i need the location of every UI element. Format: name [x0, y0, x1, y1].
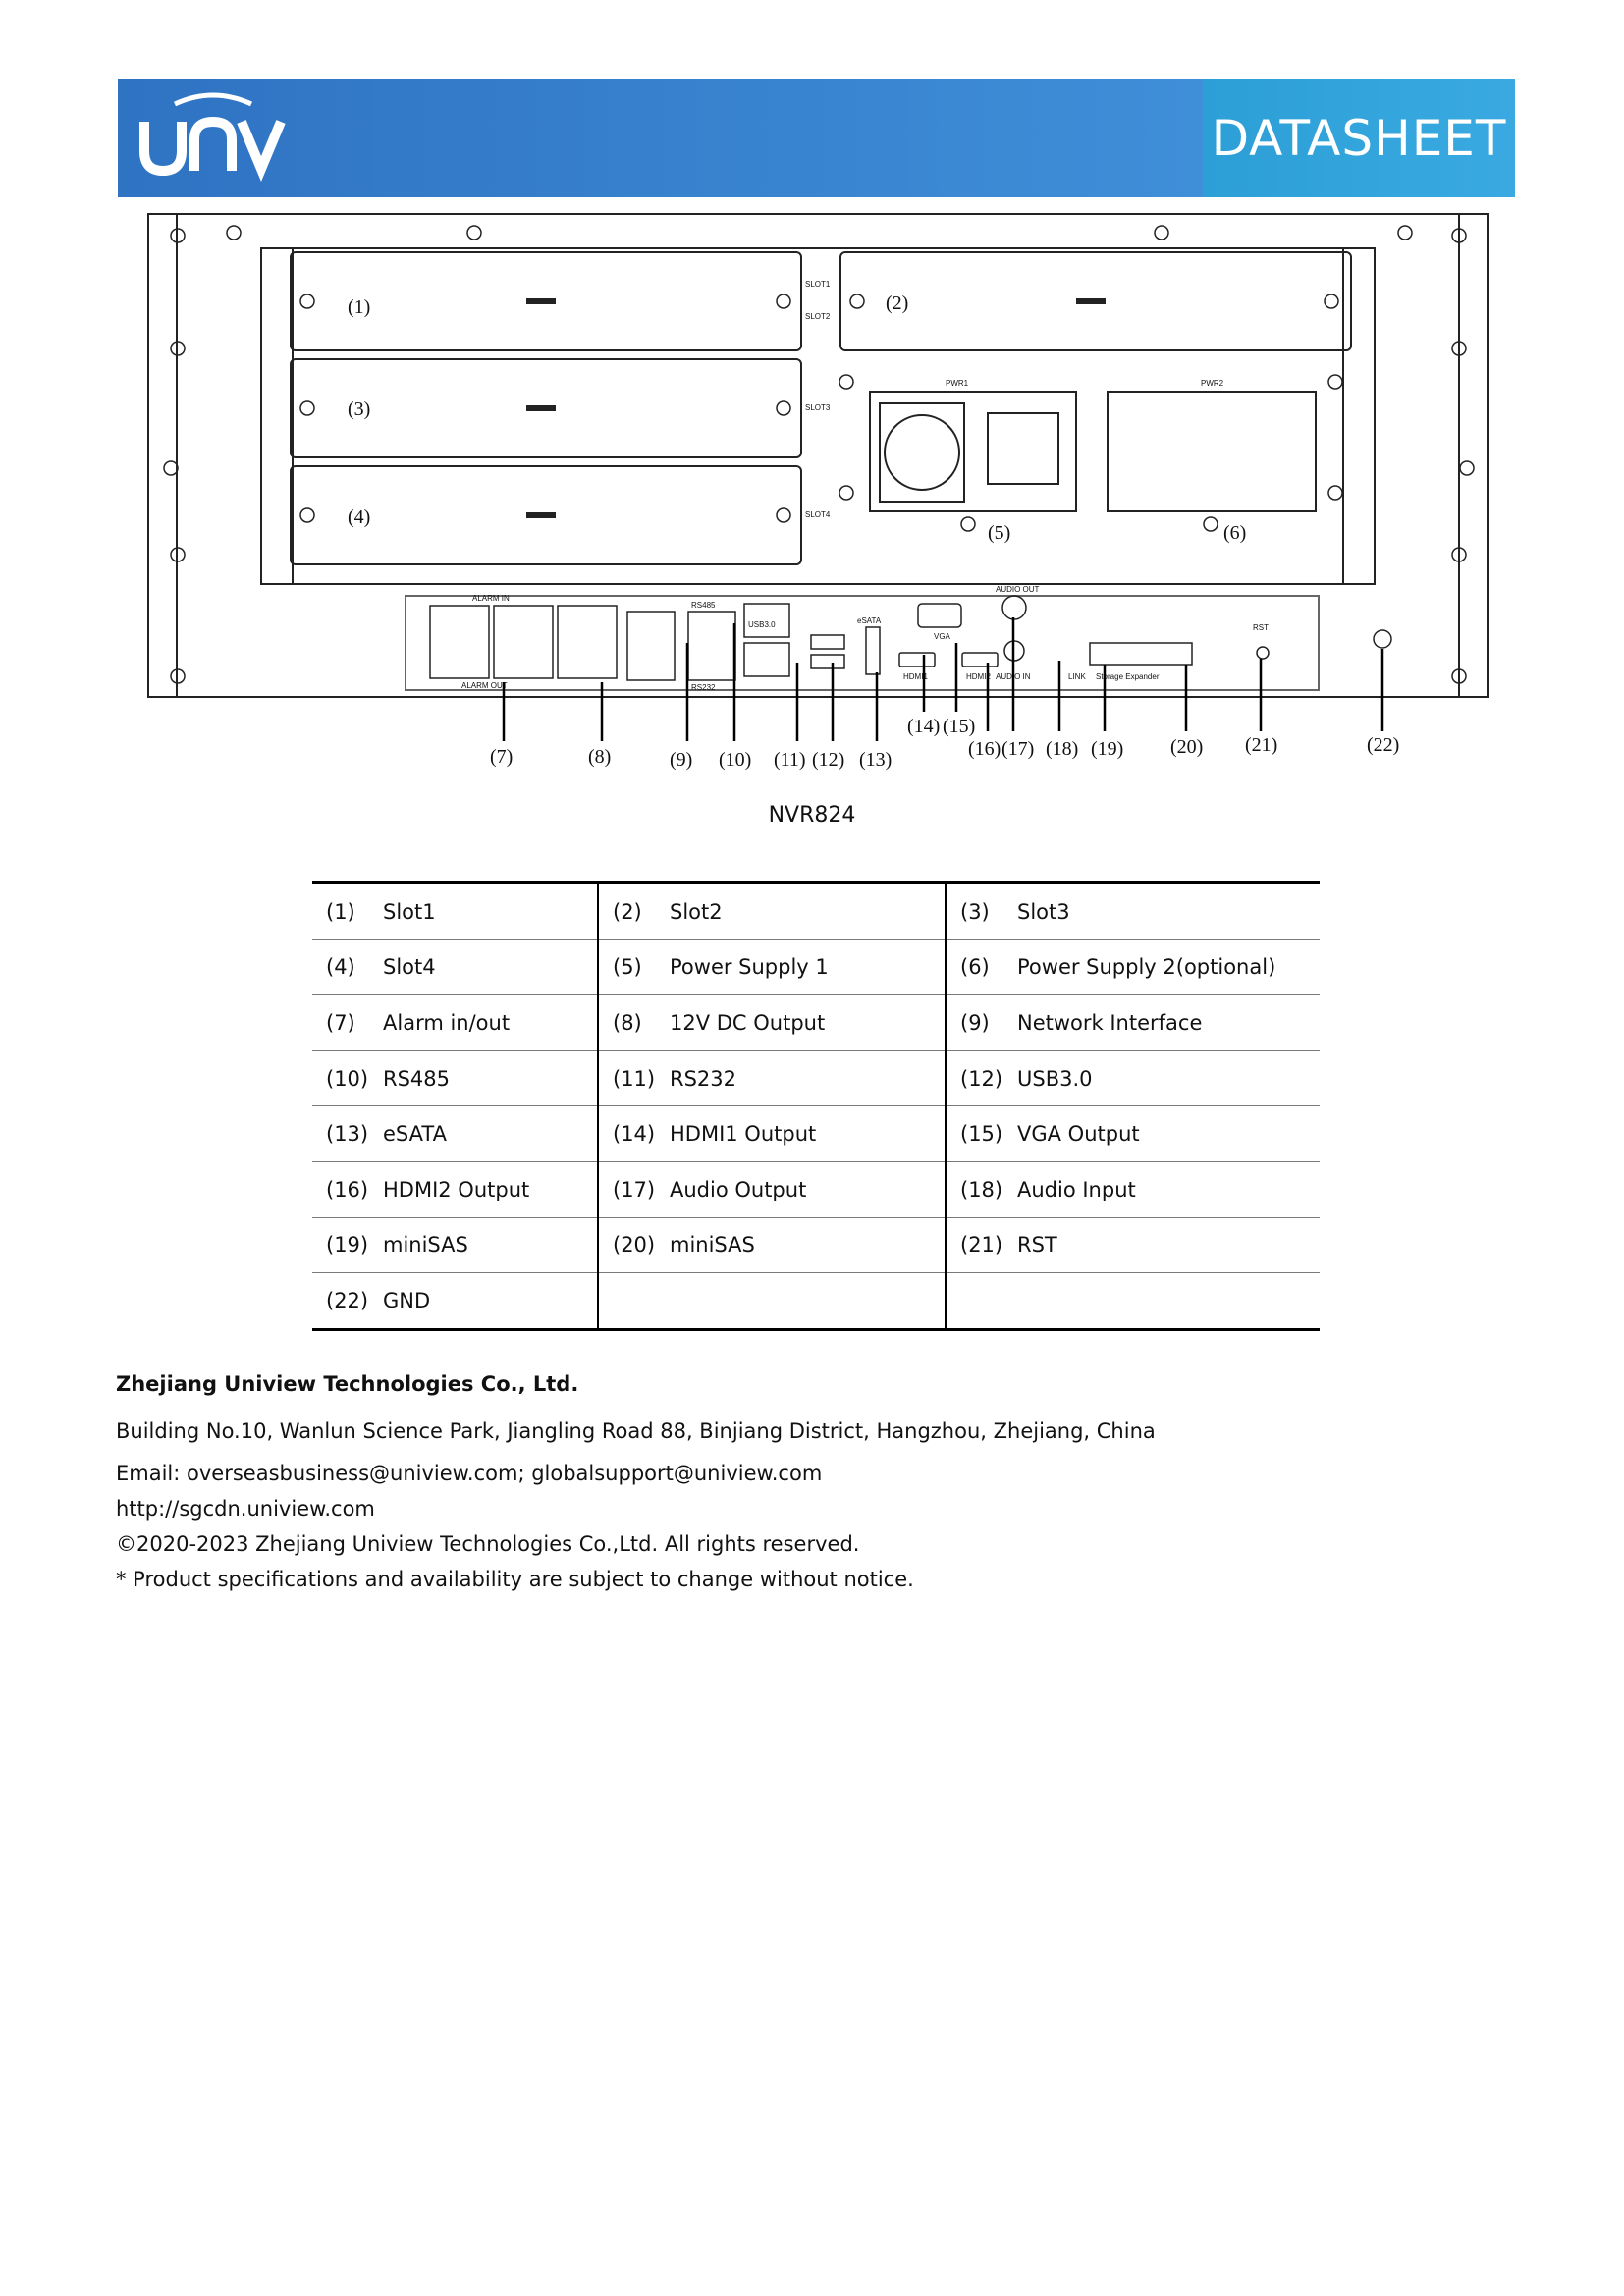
table-row [312, 1273, 1320, 1330]
table-cell [946, 1273, 1320, 1330]
header-banner [118, 79, 1515, 197]
table-row [312, 1161, 1320, 1217]
table-cell: (22) GND [326, 1288, 431, 1312]
callout-7: (7) [490, 746, 514, 768]
table-cell: (17) Audio Output [598, 1161, 946, 1217]
table-cell: (11) RS232 [598, 1050, 946, 1106]
usb-label: USB3.0 [748, 620, 776, 629]
callout-2: (2) [886, 293, 909, 314]
table-cell: (13) eSATA [312, 1106, 598, 1162]
callout-4: (4) [348, 507, 371, 528]
table-cell: (6) Power Supply 2(optional) [946, 939, 1320, 995]
callout-22: (22) [1367, 734, 1400, 756]
callout-11: (11) [774, 749, 806, 771]
table-cell: (10) RS485 [312, 1050, 598, 1106]
hdmi1-label: HDMI1 [903, 672, 928, 681]
table-row [312, 995, 1320, 1051]
callout-21: (21) [1245, 734, 1278, 756]
table-cell: (8) 12V DC Output [598, 995, 946, 1051]
hdmi2-label: HDMI2 [966, 672, 991, 681]
callout-5: (5) [988, 522, 1011, 544]
alarm-in-label: ALARM IN [472, 594, 510, 603]
company-website[interactable]: http://sgcdn.uniview.com [116, 1497, 375, 1521]
rs232-label: RS232 [691, 683, 716, 692]
banner-brand-area [118, 79, 1203, 197]
table-cell: (21) RST [946, 1217, 1320, 1273]
storage-expander-label: Storage Expander [1096, 672, 1160, 681]
slot3-label: SLOT3 [805, 403, 831, 412]
slot1-label: SLOT1 [805, 280, 831, 289]
table-row [312, 939, 1320, 995]
company-address: Building No.10, Wanlun Science Park, Jiangling Road 88, Binjiang District, Hangzhou, Zhejiang, China [116, 1419, 1156, 1443]
table-row [312, 1106, 1320, 1162]
unv-logo [139, 90, 287, 184]
table-cell: (2) Slot2 [598, 883, 946, 940]
port-legend-table [312, 881, 1320, 1331]
table-cell: (4) Slot4 [312, 939, 598, 995]
table-cell: (15) VGA Output [946, 1106, 1320, 1162]
callout-9: (9) [670, 749, 693, 771]
callout-8: (8) [588, 746, 612, 768]
callout-20: (20) [1170, 736, 1204, 758]
table-cell: (20) miniSAS [598, 1217, 946, 1273]
pwr1-label: PWR1 [946, 379, 969, 388]
slot2-label: SLOT2 [805, 312, 831, 321]
esata-label: eSATA [857, 616, 882, 625]
callout-18: (18) [1046, 738, 1079, 760]
table-cell: (1) Slot1 [312, 883, 598, 940]
table-row [312, 883, 1320, 940]
table-cell: (12) USB3.0 [946, 1050, 1320, 1106]
callout-16: (16) [968, 738, 1001, 760]
audio-in-label: AUDIO IN [996, 672, 1031, 681]
callout-12: (12) [812, 749, 845, 771]
table-cell: (14) HDMI1 Output [598, 1106, 946, 1162]
table-row [312, 1217, 1320, 1273]
callout-17: (17) [1001, 738, 1035, 760]
callout-13: (13) [859, 749, 893, 771]
alarm-out-label: ALARM OUT [461, 681, 508, 690]
pwr2-label: PWR2 [1201, 379, 1224, 388]
table-cell: (16) HDMI2 Output [312, 1161, 598, 1217]
table-cell: (5) Power Supply 1 [598, 939, 946, 995]
company-name: Zhejiang Uniview Technologies Co., Ltd. [116, 1372, 579, 1396]
copyright-notice: ©2020-2023 Zhejiang Uniview Technologies Co.,Ltd. All rights reserved. [116, 1532, 860, 1556]
change-notice: * Product specifications and availability are subject to change without notice. [116, 1568, 914, 1591]
table-row [312, 1050, 1320, 1106]
rear-panel-diagram [145, 211, 1490, 780]
audio-out-label: AUDIO OUT [996, 585, 1040, 594]
doc-type-label: DATASHEET [1211, 109, 1507, 167]
table-cell: (9) Network Interface [946, 995, 1320, 1051]
rs485-label: RS485 [691, 601, 716, 610]
slot4-label: SLOT4 [805, 510, 831, 519]
callout-1: (1) [348, 296, 371, 318]
callout-3: (3) [348, 399, 371, 420]
link-label: LINK [1068, 672, 1086, 681]
company-email: Email: overseasbusiness@uniview.com; globalsupport@uniview.com [116, 1462, 823, 1485]
table-cell [598, 1273, 946, 1330]
callout-10: (10) [719, 749, 752, 771]
model-caption: NVR824 [768, 803, 856, 828]
datasheet-label-area [1203, 79, 1515, 197]
callout-19: (19) [1091, 738, 1124, 760]
table-cell: (3) Slot3 [946, 883, 1320, 940]
callout-15: (15) [943, 716, 976, 737]
table-cell: (19) miniSAS [312, 1217, 598, 1273]
rst-label: RST [1253, 623, 1269, 632]
callout-6: (6) [1223, 522, 1247, 544]
table-cell: (18) Audio Input [946, 1161, 1320, 1217]
table-cell: (7) Alarm in/out [312, 995, 598, 1051]
vga-label: VGA [934, 632, 950, 641]
callout-14: (14) [907, 716, 941, 737]
